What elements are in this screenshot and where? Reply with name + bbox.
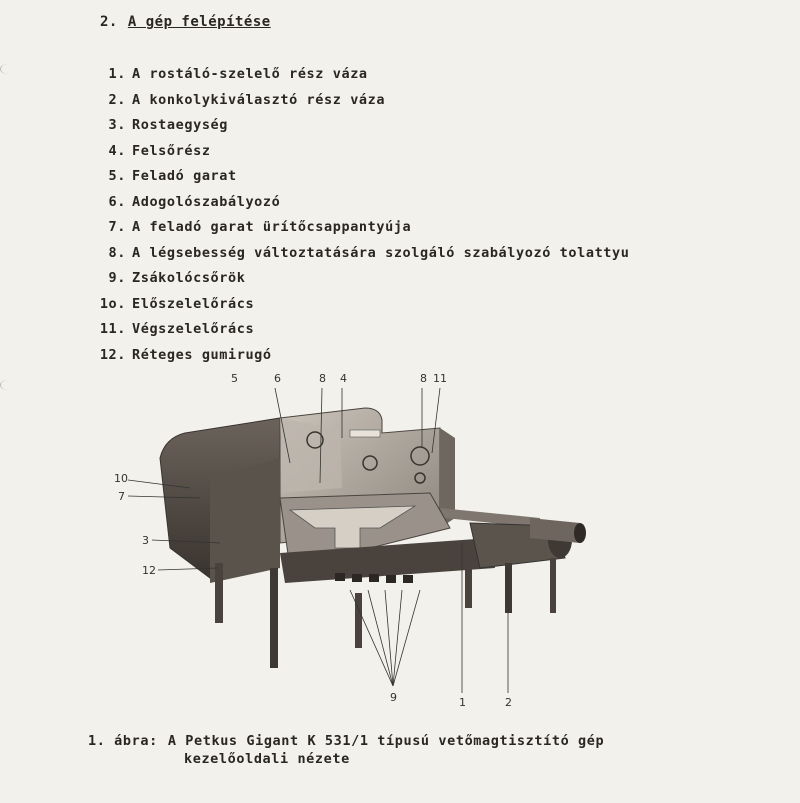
callout-5: 5 — [231, 372, 238, 385]
callout-4: 4 — [340, 372, 347, 385]
section-number: 2. — [100, 14, 118, 30]
list-item: 8. A légsebesség változtatására szolgáló szabályozó tolattyu — [108, 244, 630, 261]
callout-9: 9 — [390, 691, 397, 704]
callout-7: 7 — [118, 490, 125, 503]
list-item: 6. Adogolószabályozó — [108, 193, 281, 210]
parts-list — [82, 62, 629, 368]
list-item: 1. A rostáló-szelelő rész váza — [108, 66, 368, 82]
callout-8: 8 — [319, 372, 326, 385]
callout-10: 10 — [114, 472, 128, 485]
callout-1: 1 — [459, 696, 466, 709]
list-item: 1o. Előszelelőrács — [99, 295, 255, 312]
callout-8: 8 — [420, 372, 427, 385]
punch-hole-mark — [0, 380, 15, 390]
caption-line-1: A Petkus Gigant K 531/1 típusú vetőmagtisztító gép — [167, 733, 605, 749]
list-item: 2. A konkolykiválasztó rész váza — [108, 91, 386, 108]
list-item: 4. Felsőrész — [108, 142, 211, 159]
list-item: 5. Feladó garat — [108, 168, 237, 184]
punch-hole-mark — [0, 64, 15, 74]
list-item: 9. Zsákolócsőrök — [108, 270, 246, 286]
section-heading — [100, 14, 271, 30]
figure-caption — [88, 733, 604, 767]
list-item: 11. Végszelelőrács — [99, 321, 255, 337]
machine-illustration — [110, 368, 610, 713]
list-item: 12. Réteges gumirugó — [99, 346, 272, 363]
callout-11: 11 — [433, 372, 447, 385]
callout-6: 6 — [274, 372, 281, 385]
list-item: 3. Rostaegység — [108, 117, 229, 133]
machine-frame — [160, 408, 586, 668]
callout-12: 12 — [142, 564, 156, 577]
caption-label: 1. ábra: — [88, 733, 158, 749]
caption-line-2: kezelőoldali nézete — [184, 751, 350, 767]
section-title: A gép felépítése — [127, 14, 271, 30]
list-item: 7. A feladó garat ürítőcsappantyúja — [108, 219, 412, 235]
machine-figure — [110, 368, 610, 713]
callout-2: 2 — [505, 696, 512, 709]
callout-3: 3 — [142, 534, 149, 547]
